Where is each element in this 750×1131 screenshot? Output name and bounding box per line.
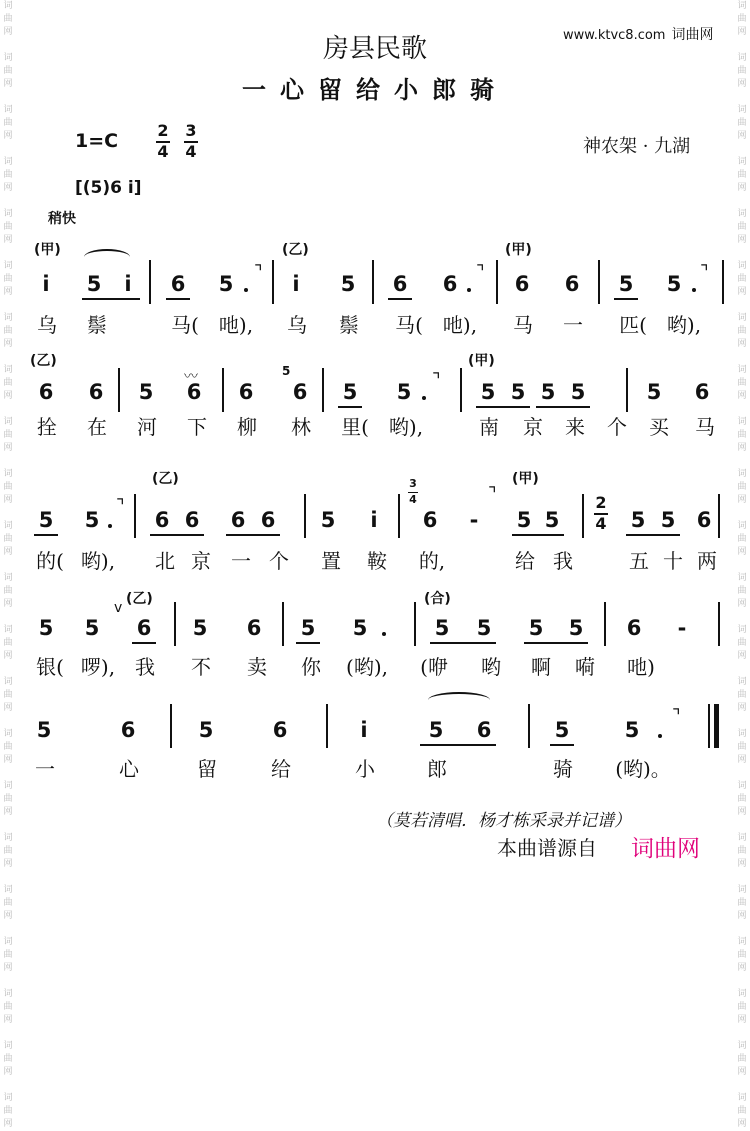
lyric: 郎 [427,757,447,781]
lyric: 骑 [553,757,573,781]
side-watermark-right: 词 曲 网 词 曲 网 词 曲 网 词 曲 网 词 曲 网 词 曲 网 词 曲 网 词 曲 网 词 曲 网 词 曲 网 词 曲 网 词 曲 网 词 曲 网 词 曲 网 词 曲 网 词 曲 网 词 曲 网 词 曲 网 词 曲 网 词 曲 网 词 曲 网 词 曲 网 [737,1,747,1129]
dot [692,288,696,292]
note: 5 [84,616,100,640]
bar-line [322,368,324,412]
lyric: 给 [271,757,291,781]
underline [338,406,362,408]
song-title: 一心留给小郎骑 [242,75,508,104]
time-sig-numerator: 2 [157,121,169,140]
dot [422,396,426,400]
underline [550,744,574,746]
final-bar-thin [708,704,710,748]
dot [658,734,662,738]
note: 6 [564,272,580,296]
breath-mark: ⌝ [116,496,125,517]
lyric: (咿 [420,655,448,679]
site-name: 词曲网 [671,27,714,43]
lyric: 心 [119,757,139,781]
note: 6 [694,380,710,404]
song-origin: 神农架 · 九湖 [583,136,691,157]
lyric: 吔), [218,313,254,337]
bar-line [414,602,416,646]
note: 5 [660,508,676,532]
note: 5 [192,616,208,640]
note: 6 [442,272,458,296]
lyric: (哟)。 [615,757,671,781]
note: 6 [246,616,262,640]
note: 5 [568,616,584,640]
note: 5 [516,508,532,532]
note: 6 [696,508,712,532]
underline [82,298,140,300]
lyric: 两 [697,549,717,573]
side-watermark-left: 词 曲 网 词 曲 网 词 曲 网 词 曲 网 词 曲 网 词 曲 网 词 曲 网 词 曲 网 词 曲 网 词 曲 网 词 曲 网 词 曲 网 词 曲 网 词 曲 网 词 曲 网 词 曲 网 词 曲 网 词 曲 网 词 曲 网 词 曲 网 词 曲 网 词 曲 网 [3,1,13,1129]
lyric: 小 [355,757,375,781]
note: 5 [540,380,556,404]
lyric: 吔) [627,655,655,679]
lyric: 的, [418,549,446,573]
note: 5 [38,616,54,640]
note: i [292,272,300,296]
note: 6 [184,508,200,532]
lyric: 啰), [80,655,116,679]
note: 5 [480,380,496,404]
note: 5 [320,508,336,532]
bar-line [149,260,151,304]
final-bar-thick [714,704,719,748]
lyric: 鬃 [87,313,107,337]
part-label: (乙) [30,353,57,369]
note: 5 [510,380,526,404]
note: 5 [218,272,234,296]
bar-line [282,602,284,646]
dot [244,288,248,292]
lyric: 卖 [247,655,267,679]
lyric: 银( [36,655,64,679]
bar-line [304,494,306,538]
bar-line [134,494,136,538]
note: 5 [352,616,368,640]
underline [388,298,412,300]
note: i [360,718,368,742]
note: 5 [624,718,640,742]
lyric: 个 [607,415,627,439]
note: 6 [260,508,276,532]
lyric: 哟), [666,313,702,337]
underline [536,406,590,408]
lyric: 里( [341,415,369,439]
note: 6 [392,272,408,296]
note: 5 [554,718,570,742]
note: 6 [170,272,186,296]
underline [626,534,680,536]
bar-line [582,494,584,538]
note: 6 [514,272,530,296]
lyric: 留 [197,757,217,781]
tempo-marking: 稍快 [48,211,76,227]
bar-line [626,368,628,412]
lyric: 乌 [37,313,57,337]
part-label: (甲) [505,242,532,258]
bar-line [174,602,176,646]
part-label: (乙) [282,242,309,258]
lyric: (哟), [346,655,388,679]
bar-line [604,602,606,646]
time-sig-numerator: 3 [185,121,197,140]
bar-line [326,704,328,748]
underline [226,534,280,536]
note: 5 [86,272,102,296]
lyric: 哟), [80,549,116,573]
lyric: 匹( [619,313,647,337]
part-label: (甲) [512,471,539,487]
underline [524,642,588,644]
note: 5 [138,380,154,404]
lyric: 十 [663,549,683,573]
part-label: (甲) [34,242,61,258]
note: 5 [646,380,662,404]
bar-line [718,494,720,538]
note: 5 [198,718,214,742]
time-sig-numerator: 2 [595,493,607,512]
note: 5 [36,718,52,742]
lyric: 京 [191,549,211,573]
time-sig-denominator: 4 [409,493,417,506]
underline [34,534,58,536]
lyric: 鬃 [339,313,359,337]
lyric: 京 [523,415,543,439]
time-sig-denominator: 4 [157,142,169,161]
underline [166,298,190,300]
bar-line [598,260,600,304]
bar-line [528,704,530,748]
lyric: 的( [36,549,64,573]
grace-note: 5 [282,364,291,378]
lyric: 个 [269,549,289,573]
note: 6 [88,380,104,404]
note: 6 [186,380,202,404]
lyric: 南 [479,415,499,439]
time-sig-denominator: 4 [185,142,197,161]
bar-line [496,260,498,304]
note: 6 [238,380,254,404]
note: 5 [434,616,450,640]
lyric: 哟), [388,415,424,439]
lyric: 吔), [442,313,478,337]
lyric: 马( [171,313,199,337]
note: 6 [292,380,308,404]
lyric: 拴 [37,415,57,439]
underline [512,534,564,536]
lyric: 五 [629,549,649,573]
bar-line [372,260,374,304]
note: i [124,272,132,296]
breath-mark: ⌝ [476,262,485,283]
part-label: (乙) [152,471,179,487]
trill-mark: 〰 [184,369,198,385]
underline [430,642,496,644]
lyric: 下 [187,415,207,439]
dot [108,524,112,528]
note: 5 [342,380,358,404]
lyric: 乌 [287,313,307,337]
slur [428,692,490,708]
lyric: 哟 [481,655,501,679]
note: 5 [570,380,586,404]
credit-line: （莫若清唱．杨才栋采录并记谱） [376,811,631,831]
lyric: 我 [553,549,573,573]
lyric: 北 [155,549,175,573]
note: 6 [230,508,246,532]
note: 6 [272,718,288,742]
dot [467,288,471,292]
lyric: 给 [515,549,535,573]
key-signature: 1=C [75,130,119,152]
lyric: 一 [35,757,55,781]
bar-line [170,704,172,748]
note: 5 [618,272,634,296]
underline [132,642,156,644]
note: 5 [428,718,444,742]
note: 5 [528,616,544,640]
accent-mark: v [114,600,123,616]
note: 6 [422,508,438,532]
breath-mark: ⌝ [672,706,681,727]
slur [84,249,130,265]
lyric: 马( [395,313,423,337]
lyric: 来 [565,415,585,439]
note: 5 [476,616,492,640]
note: 5 [396,380,412,404]
breath-mark: ⌝ [700,262,709,283]
lyric: 嗬 [575,655,595,679]
site-url[interactable]: www.ktvc8.com [563,28,666,43]
lyric: 啊 [531,655,551,679]
bar-line [722,260,724,304]
note: 5 [340,272,356,296]
time-sig-numerator: 3 [409,477,417,490]
source-brand-link[interactable]: 词曲网 [631,836,700,862]
source-text: 本曲谱源自 [497,836,597,860]
note: i [370,508,378,532]
lyric: 林 [291,415,311,439]
bar-line [272,260,274,304]
lyric: 一 [563,313,583,337]
underline [296,642,320,644]
lyric: 在 [87,415,107,439]
page-title: 房县民歌 [322,34,427,64]
note: 6 [120,718,136,742]
intro-notes: [(5)6 i] [75,178,142,198]
lyric: 不 [191,655,211,679]
note-dash: - [469,508,479,532]
note: 5 [84,508,100,532]
bar-line [118,368,120,412]
breath-mark: ⌝ [488,484,497,505]
note: 5 [38,508,54,532]
lyric: 柳 [237,415,257,439]
lyric: 我 [135,655,155,679]
underline [614,298,638,300]
note: 5 [544,508,560,532]
time-sig-denominator: 4 [595,514,607,533]
lyric: 马 [513,313,533,337]
lyric: 马 [695,415,715,439]
note: 5 [300,616,316,640]
underline [476,406,530,408]
note: 6 [38,380,54,404]
part-label: (乙) [126,591,153,607]
breath-mark: ⌝ [254,262,263,283]
underline [150,534,204,536]
lyric: 你 [301,655,321,679]
underline [420,744,496,746]
note: 5 [666,272,682,296]
bar-line [222,368,224,412]
note: 6 [136,616,152,640]
lyric: 鞍 [367,549,387,573]
note: i [42,272,50,296]
bar-line [460,368,462,412]
note: 6 [476,718,492,742]
note: 6 [154,508,170,532]
note-dash: - [677,616,687,640]
part-label: (合) [424,591,451,607]
lyric: 一 [231,549,251,573]
note: 5 [630,508,646,532]
lyric: 河 [137,415,157,439]
lyric: 买 [649,415,669,439]
bar-line [398,494,400,538]
note: 6 [626,616,642,640]
bar-line [718,602,720,646]
breath-mark: ⌝ [432,370,441,391]
part-label: (甲) [468,353,495,369]
dot [382,632,386,636]
lyric: 置 [321,549,341,573]
